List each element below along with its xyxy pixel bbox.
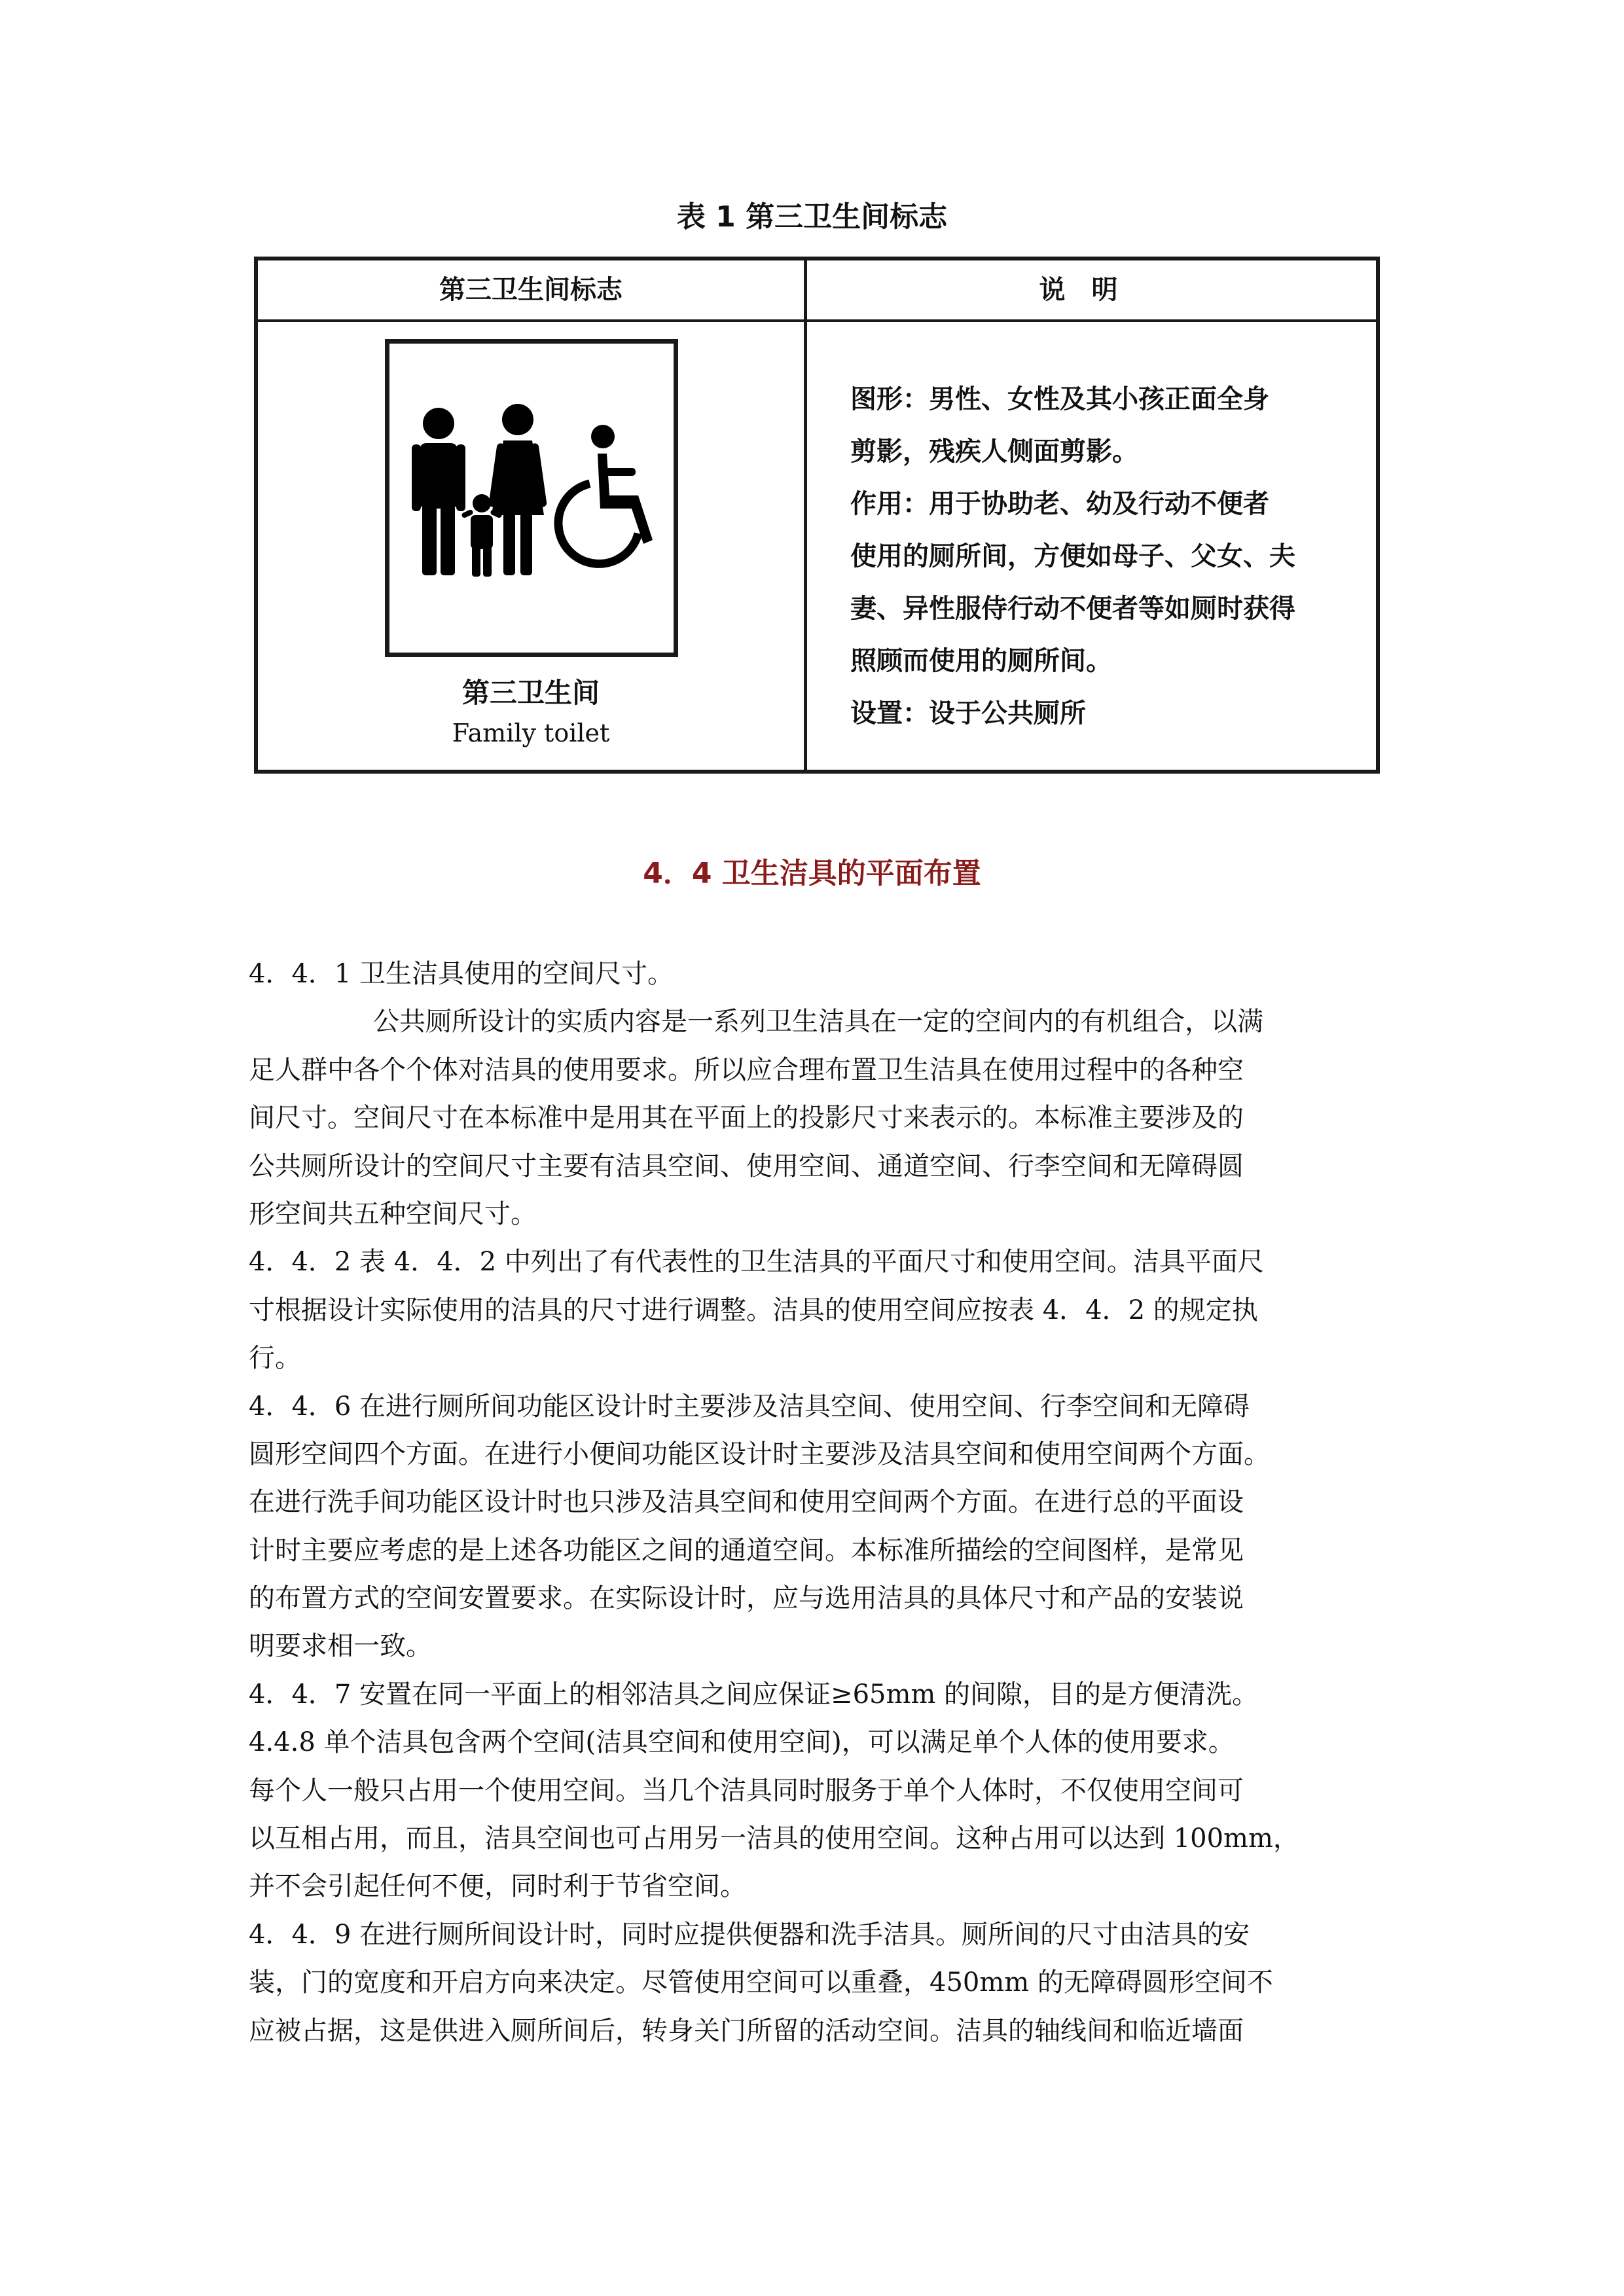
body-line: 明要求相一致。 — [249, 1631, 432, 1662]
sign-name-en: Family toilet — [452, 719, 610, 747]
description-line: 照顾而使用的厕所间。 — [850, 646, 1112, 676]
sign-pictogram — [389, 344, 674, 653]
body-line: 间尺寸。空间尺寸在本标准中是用其在平面上的投影尺寸来表示的。本标准主要涉及的 — [249, 1103, 1244, 1134]
body-line: 4．4．1 卫生洁具使用的空间尺寸。 — [249, 959, 674, 989]
table-header-row — [258, 260, 1376, 322]
body-line: 每个人一般只占用一个使用空间。当几个洁具同时服务于单个人体时，不仅使用空间可 — [249, 1775, 1244, 1806]
description-line: 妻、异性服侍行动不便者等如厕时获得 — [850, 594, 1295, 624]
body-line: 应被占据，这是供进入厕所间后，转身关门所留的活动空间。洁具的轴线间和临近墙面 — [249, 2015, 1244, 2046]
column-divider — [804, 260, 807, 770]
sign-name-cn: 第三卫生间 — [461, 677, 600, 709]
description-line: 设置：设于公共厕所 — [850, 698, 1086, 728]
body-line: 4．4．7 安置在同一平面上的相邻洁具之间应保证≥65mm 的间隙，目的是方便清洗。 — [249, 1679, 1259, 1710]
body-line: 计时主要应考虑的是上述各功能区之间的通道空间。本标准所描绘的空间图样，是常见 — [249, 1535, 1244, 1566]
body-line: 寸根据设计实际使用的洁具的尺寸进行调整。洁具的使用空间应按表 4．4．2 的规定执 — [249, 1295, 1258, 1325]
body-line: 4．4．2 表 4．4．2 中列出了有代表性的卫生洁具的平面尺寸和使用空间。洁具平面尺 — [249, 1247, 1264, 1278]
body-line: 4．4．6 在进行厕所间功能区设计时主要涉及洁具空间、使用空间、行李空间和无障碍 — [249, 1391, 1250, 1422]
table-caption: 表 1 第三卫生间标志 — [676, 200, 948, 234]
body-line: 公共厕所设计的实质内容是一系列卫生洁具在一定的空间内的有机组合，以满 — [373, 1007, 1263, 1037]
family-toilet-sign — [385, 339, 678, 657]
woman-icon — [488, 404, 547, 575]
section-title: 4．4 卫生洁具的平面布置 — [643, 857, 981, 890]
body-line: 以互相占用，而且，洁具空间也可占用另一洁具的使用空间。这种占用可以达到 100mm， — [249, 1823, 1299, 1854]
header-sign-column: 第三卫生间标志 — [439, 275, 623, 305]
description-line: 剪影，残疾人侧面剪影。 — [850, 437, 1138, 467]
body-line: 装，门的宽度和开启方向来决定。尽管使用空间可以重叠，450mm 的无障碍圆形空间不 — [249, 1967, 1273, 1998]
man-icon — [412, 408, 465, 575]
body-line: 行。 — [249, 1343, 301, 1374]
body-text — [249, 950, 1401, 2055]
body-line: 4．4．9 在进行厕所间设计时，同时应提供便器和洗手洁具。厕所间的尺寸由洁具的安 — [249, 1919, 1250, 1950]
body-line: 并不会引起任何不便，同时利于节省空间。 — [249, 1871, 746, 1902]
description-line: 作用：用于协助老、幼及行动不便者 — [850, 489, 1269, 519]
sign-description — [850, 373, 1367, 740]
sign-table — [254, 257, 1380, 774]
wheelchair-icon — [558, 425, 653, 564]
body-line: 圆形空间四个方面。在进行小便间功能区设计时主要涉及洁具空间和使用空间两个方面。 — [249, 1439, 1270, 1469]
description-line: 图形：男性、女性及其小孩正面全身 — [850, 384, 1269, 414]
body-line: 4.4.8 单个洁具包含两个空间(洁具空间和使用空间)，可以满足单个人体的使用要求。 — [249, 1727, 1235, 1758]
description-line: 使用的厕所间，方便如母子、父女、夫 — [850, 541, 1295, 571]
body-line: 形空间共五种空间尺寸。 — [249, 1198, 537, 1229]
body-line: 公共厕所设计的空间尺寸主要有洁具空间、使用空间、通道空间、行李空间和无障碍圆 — [249, 1151, 1244, 1181]
body-line: 足人群中各个个体对洁具的使用要求。所以应合理布置卫生洁具在使用过程中的各种空 — [249, 1054, 1244, 1085]
header-description-column: 说明 — [1039, 275, 1144, 305]
body-line: 在进行洗手间功能区设计时也只涉及洁具空间和使用空间两个方面。在进行总的平面设 — [249, 1487, 1244, 1518]
body-line: 的布置方式的空间安置要求。在实际设计时，应与选用洁具的具体尺寸和产品的安装说 — [249, 1583, 1244, 1614]
